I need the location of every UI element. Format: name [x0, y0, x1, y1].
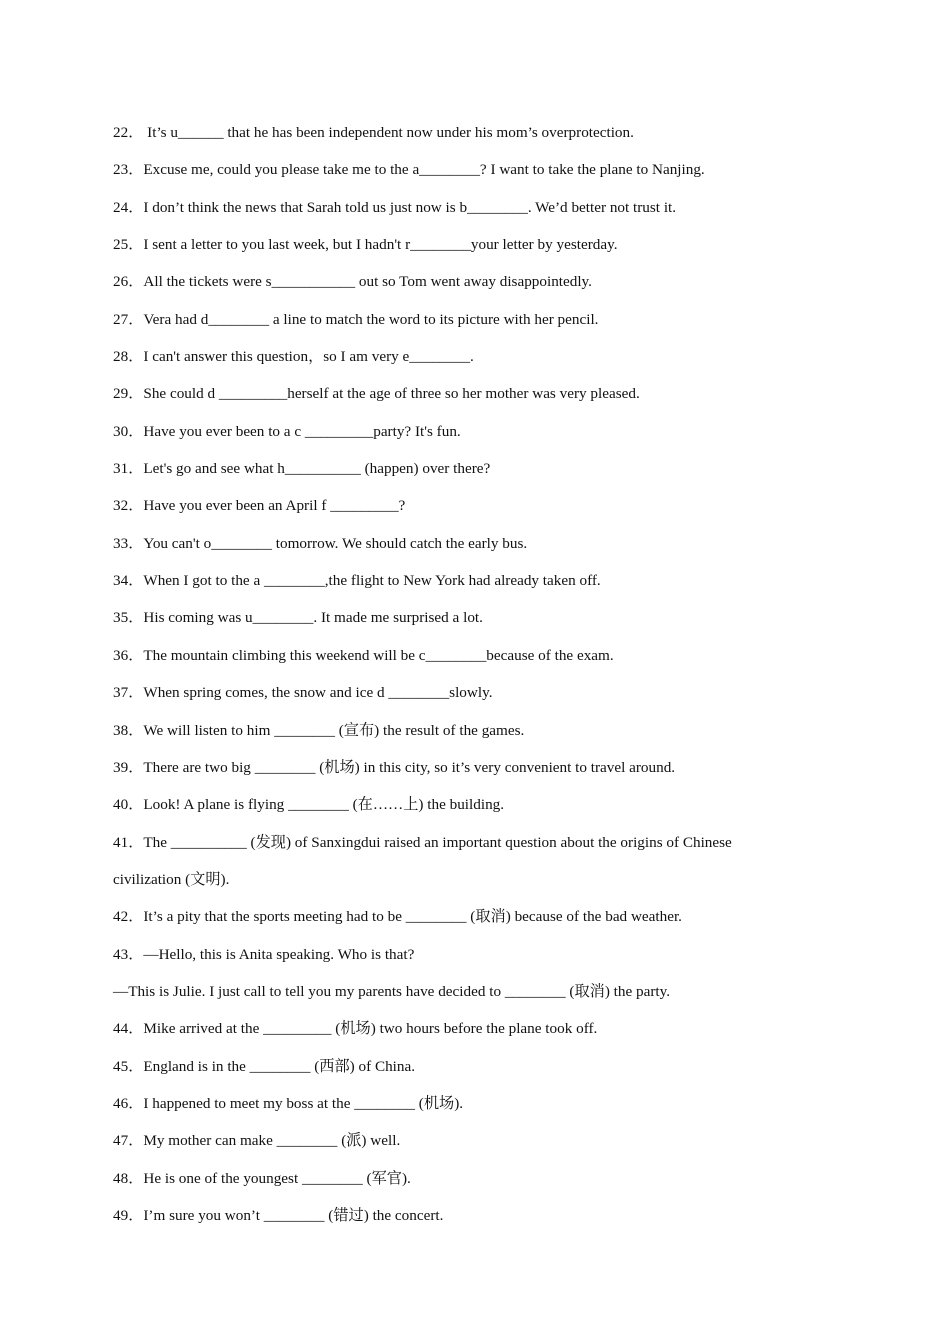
exercise-line: [113, 973, 813, 1010]
question-text: England is in the ________ (西部) of China.: [143, 1057, 416, 1075]
exercise-line: [113, 189, 813, 226]
question-text: civilization (文明).: [113, 870, 230, 888]
question-number: 34．: [113, 572, 144, 590]
question-text: We will listen to him ________ (宣布) the result of the games.: [143, 721, 525, 739]
question-text: He is one of the youngest ________ (军官).: [143, 1169, 411, 1187]
question-text: It’s a pity that the sports meeting had to be ________ (取消) because of the bad weather.: [143, 908, 682, 926]
exercise-line: [113, 338, 813, 375]
question-text: My mother can make ________ (派) well.: [143, 1132, 401, 1150]
question-number: 29．: [113, 385, 144, 403]
question-text: When spring comes, the snow and ice d ________slowly.: [143, 684, 493, 702]
question-text: It’s u______ that he has been independent now under his mom’s overprotection.: [143, 124, 634, 141]
question-number: 38．: [113, 721, 144, 739]
question-number: 22．: [113, 124, 144, 141]
question-number: 44．: [113, 1020, 144, 1038]
question-number: 24．: [113, 198, 144, 216]
exercise-line: [113, 898, 813, 935]
question-number: 32．: [113, 497, 144, 515]
question-number: 45．: [113, 1057, 144, 1075]
question-number: 39．: [113, 758, 144, 776]
question-number: 40．: [113, 796, 144, 814]
question-text: —This is Julie. I just call to tell you my parents have decided to ________ (取消) the party.: [113, 982, 671, 1000]
question-number: 46．: [113, 1094, 144, 1112]
question-number: 47．: [113, 1132, 144, 1150]
exercise-line: [113, 1085, 813, 1122]
question-text: —Hello, this is Anita speaking. Who is that?: [143, 945, 415, 963]
exercise-line: [113, 674, 813, 711]
exercise-list: [113, 114, 813, 1234]
question-number: 41．: [113, 833, 144, 851]
question-number: 37．: [113, 684, 144, 702]
question-text: You can't o________ tomorrow. We should catch the early bus.: [143, 534, 528, 552]
exercise-line: [113, 525, 813, 562]
question-number: 35．: [113, 609, 144, 627]
question-number: 30．: [113, 422, 144, 440]
question-text: I can't answer this question，so I am very e________.: [143, 348, 474, 366]
exercise-line: [113, 637, 813, 674]
question-text: The mountain climbing this weekend will be c________because of the exam.: [143, 646, 614, 664]
exercise-line: [113, 375, 813, 412]
exercise-line: [113, 226, 813, 263]
question-number: 23．: [113, 161, 144, 179]
question-number: 48．: [113, 1169, 144, 1187]
exercise-line: [113, 263, 813, 300]
question-number: 49．: [113, 1206, 144, 1224]
question-text: Have you ever been an April f _________?: [143, 497, 406, 515]
question-text: Have you ever been to a c _________party? It's fun.: [143, 422, 461, 440]
exercise-line: [113, 1197, 813, 1234]
exercise-line: [113, 1160, 813, 1197]
question-text: Mike arrived at the _________ (机场) two hours before the plane took off.: [143, 1020, 598, 1038]
question-number: 33．: [113, 534, 144, 552]
exercise-line: [113, 562, 813, 599]
question-number: 43．: [113, 945, 144, 963]
question-number: 36．: [113, 646, 144, 664]
question-number: 27．: [113, 310, 144, 328]
question-text: I don’t think the news that Sarah told us just now is b________. We’d better not trust it.: [143, 198, 677, 216]
question-text: Vera had d________ a line to match the word to its picture with her pencil.: [143, 310, 599, 328]
question-text: Excuse me, could you please take me to the a________? I want to take the plane to Nanjing.: [143, 161, 705, 179]
exercise-line: [113, 413, 813, 450]
exercise-line: [113, 712, 813, 749]
question-number: 26．: [113, 273, 144, 291]
question-number: 31．: [113, 460, 144, 478]
question-number: 25．: [113, 236, 144, 254]
question-text: She could d _________herself at the age of three so her mother was very pleased.: [143, 385, 640, 403]
exercise-line: [113, 301, 813, 338]
question-number: 28．: [113, 348, 144, 366]
question-text: His coming was u________. It made me surprised a lot.: [143, 609, 483, 627]
exercise-line: [113, 151, 813, 188]
question-text: Let's go and see what h__________ (happen) over there?: [143, 460, 491, 478]
exercise-line: [113, 450, 813, 487]
exercise-line: [113, 824, 813, 861]
question-text: Look! A plane is flying ________ (在……上) the building.: [143, 796, 505, 814]
exercise-line: [113, 1010, 813, 1047]
exercise-line: [113, 1048, 813, 1085]
question-text: There are two big ________ (机场) in this city, so it’s very convenient to travel around.: [143, 758, 676, 776]
question-number: 42．: [113, 908, 144, 926]
question-text: When I got to the a ________,the flight to New York had already taken off.: [143, 572, 601, 590]
exercise-line: [113, 749, 813, 786]
question-text: I sent a letter to you last week, but I hadn't r________your letter by yesterday.: [143, 236, 618, 254]
exercise-line: [113, 599, 813, 636]
exercise-line: [113, 861, 813, 898]
question-text: I happened to meet my boss at the ________ (机场).: [143, 1094, 464, 1112]
question-text: All the tickets were s___________ out so Tom went away disappointedly.: [143, 273, 592, 291]
exercise-line: [113, 487, 813, 524]
exercise-line: [113, 786, 813, 823]
exercise-line: [113, 1122, 813, 1159]
exercise-line: [113, 936, 813, 973]
exercise-line: [113, 114, 813, 151]
question-text: The __________ (发现) of Sanxingdui raised an important question about the origins of Chinese: [143, 833, 732, 851]
question-text: I’m sure you won’t ________ (错过) the concert.: [143, 1206, 444, 1224]
